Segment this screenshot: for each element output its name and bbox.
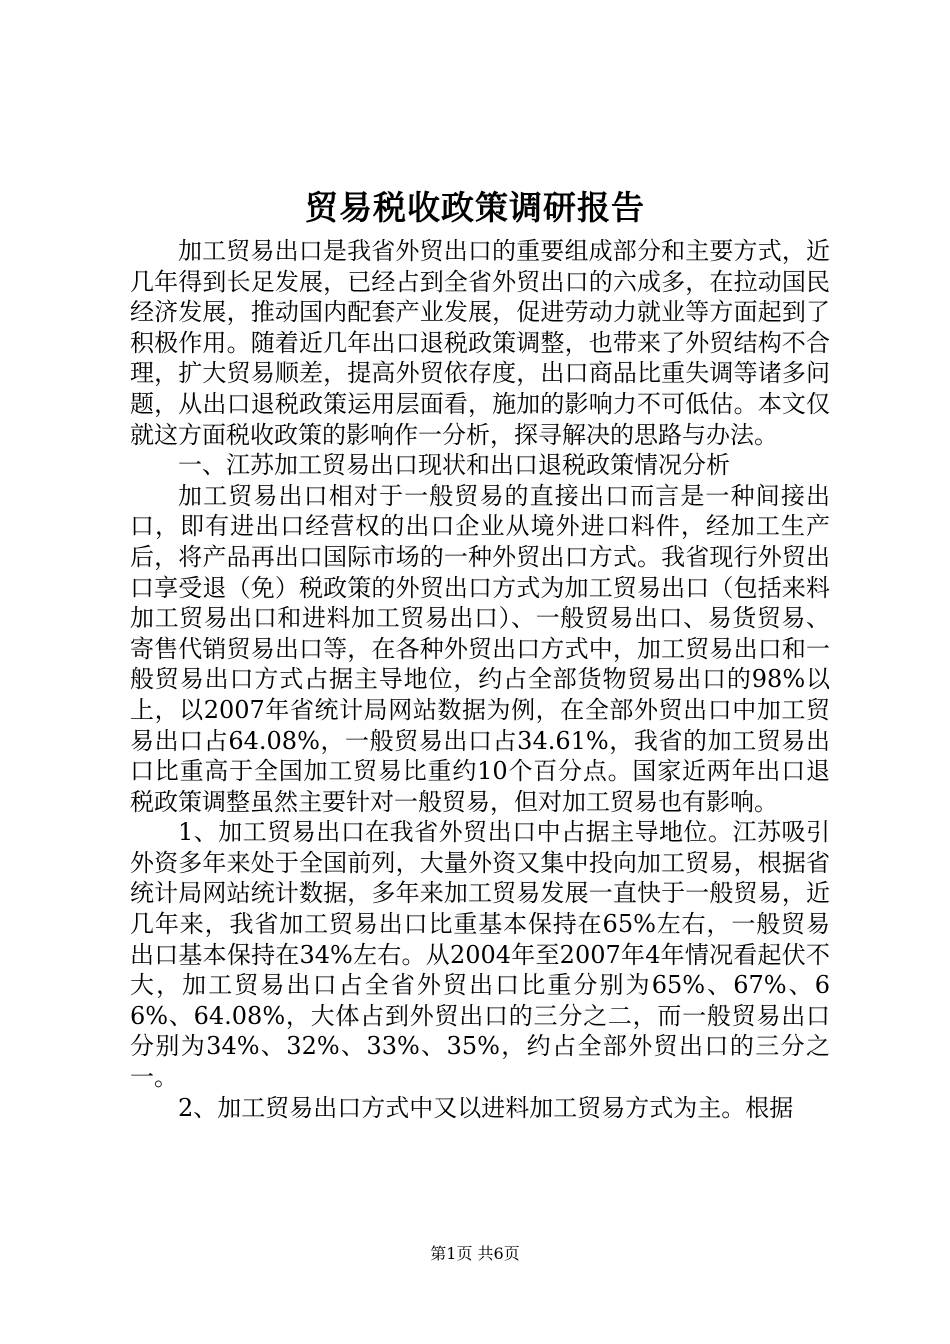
section-heading-1: 一、江苏加工贸易出口现状和出口退税政策情况分析 <box>178 451 730 480</box>
paragraph-overview: 加工贸易出口相对于一般贸易的直接出口而言是一种间接出口，即有进出口经营权的出口企业从境外进口料件，经加工生产后，将产品再出口国际市场的一种外贸出口方式。我省现行外贸出口享受退（免）税政策的外贸出口方式为加工贸易出口（包括来料加工贸易出口和进料加工贸易出口）、一般贸易出口、易货贸易、寄售代销贸易出口等，在各种外贸出口方式中，加工贸易出口和一般贸易出口方式占据主导地位，约占全部货物贸易出口的98%以上，以2007年省统计局网站数据为例，在全部外贸出口中加工贸易出口占64.08%，一般贸易出口占34.61%，我省的加工贸易出口比重高于全国加工贸易比重约10个百分点。国家近两年出口退税政策调整虽然主要针对一般贸易，但对加工贸易也有影响。 <box>130 481 830 816</box>
page-number-footer: 第1页 共6页 <box>430 1244 520 1263</box>
document-title: 贸易税收政策调研报告 <box>305 188 645 227</box>
paragraph-intro: 加工贸易出口是我省外贸出口的重要组成部分和主要方式，近几年得到长足发展，已经占到全省外贸出口的六成多，在拉动国民经济发展，推动国内配套产业发展，促进劳动力就业等方面起到了积极作用。随着近几年出口退税政策调整，也带来了外贸结构不合理，扩大贸易顺差，提高外贸依存度，出口商品比重失调等诸多问题，从出口退税政策运用层面看，施加的影响力不可低估。本文仅就这方面税收政策的影响作一分析，探寻解决的思路与办法。 <box>130 237 830 449</box>
document-body <box>130 236 830 1123</box>
paragraph-point-1: 1、加工贸易出口在我省外贸出口中占据主导地位。江苏吸引外资多年来处于全国前列，大量外资又集中投向加工贸易，根据省统计局网站统计数据，多年来加工贸易发展一直快于一般贸易，近几年来，我省加工贸易出口比重基本保持在65%左右，一般贸易出口基本保持在34%左右。从2004年至2007年4年情况看起伏不大，加工贸易出口占全省外贸出口比重分别为65%、67%、66%、64.08%，大体占到外贸出口的三分之二，而一般贸易出口分别为34%、32%、33%、35%，约占全部外贸出口的三分之一。 <box>130 818 830 1092</box>
paragraph-point-2: 2、加工贸易出口方式中又以进料加工贸易方式为主。根据 <box>178 1093 794 1122</box>
